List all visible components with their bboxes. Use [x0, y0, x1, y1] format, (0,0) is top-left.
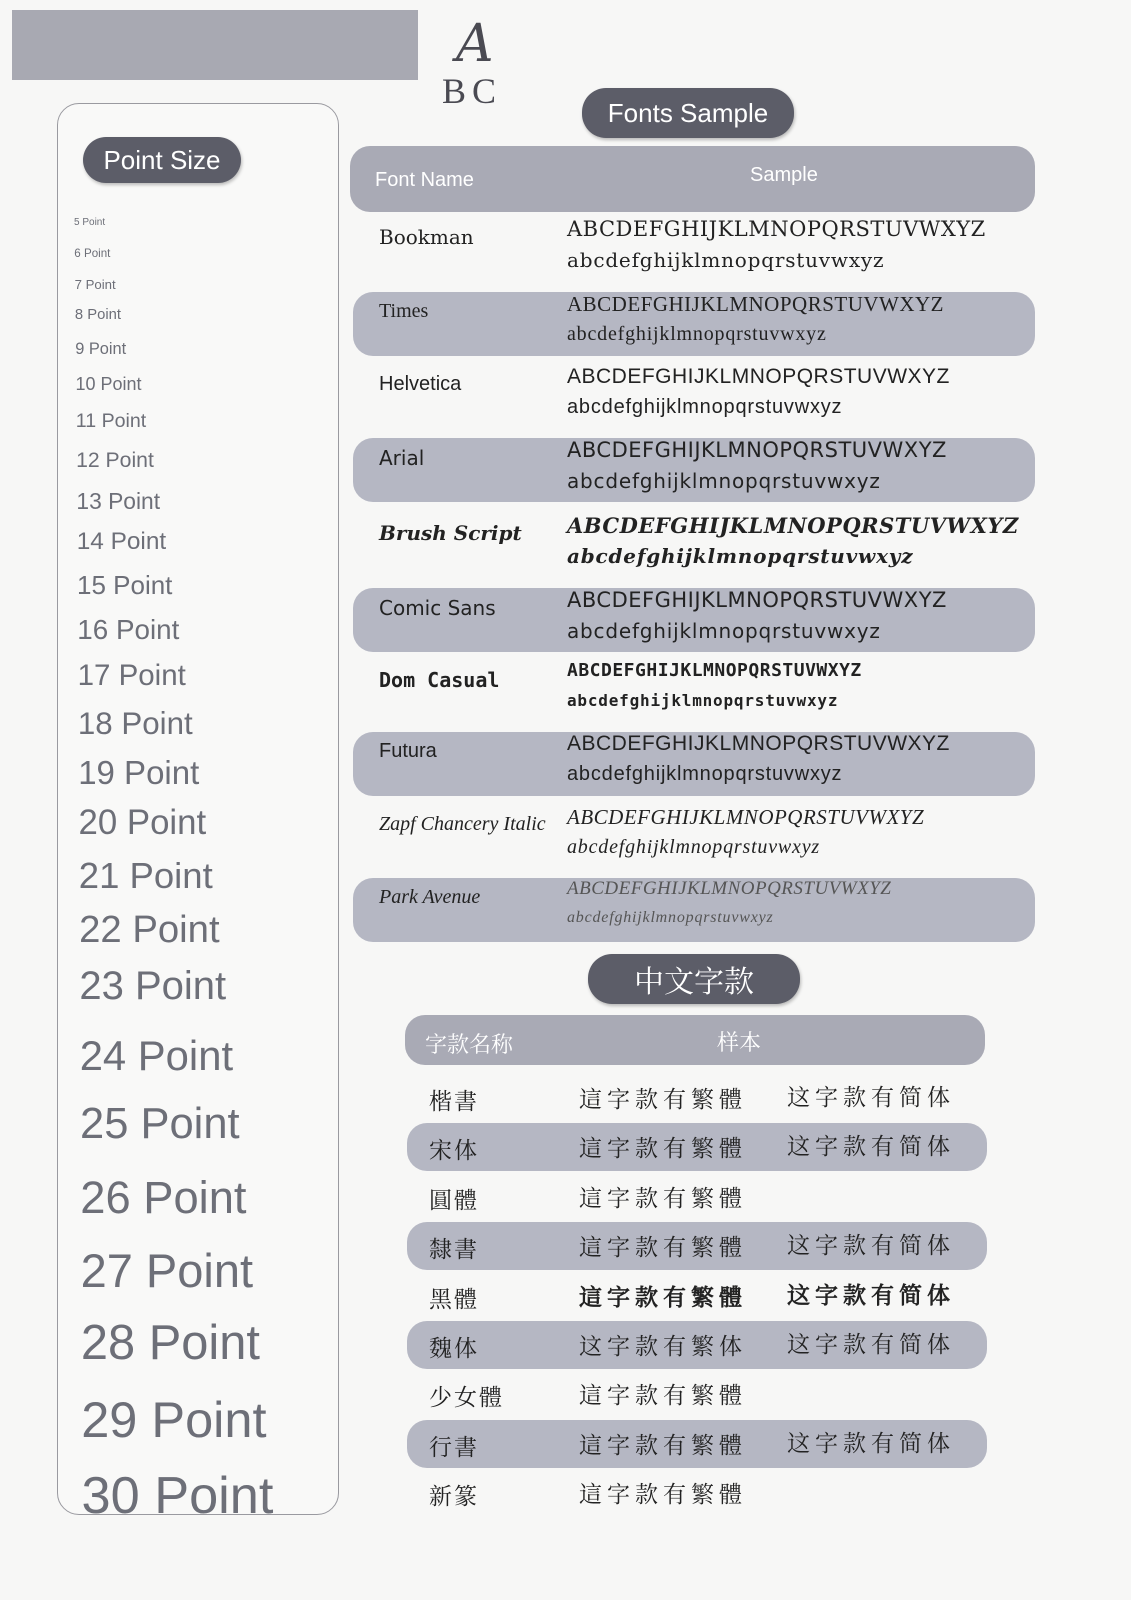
point-size-item: 9 Point [75, 340, 127, 358]
chinese-font-row [407, 1222, 987, 1270]
font-name-column-header: Font Name [375, 169, 474, 191]
chinese-font-name: 行書 [429, 1434, 479, 1460]
chinese-font-row [407, 1272, 987, 1320]
uppercase-sample: ABCDEFGHIJKLMNOPQRSTUVWXYZ [567, 513, 1019, 538]
abc-logo [440, 14, 510, 111]
traditional-sample: 這字款有繁體 [579, 1432, 747, 1458]
chinese-name-column-header: 字款名称 [425, 1032, 514, 1057]
traditional-sample: 这字款有繁体 [579, 1333, 747, 1359]
point-size-item: 20 Point [78, 803, 207, 842]
point-size-item: 28 Point [80, 1316, 260, 1370]
font-row [353, 878, 1035, 942]
font-row [353, 292, 1035, 356]
point-size-item: 8 Point [74, 307, 121, 323]
font-row [353, 805, 1035, 869]
point-size-item: 25 Point [80, 1100, 240, 1148]
point-size-item: 18 Point [77, 706, 193, 741]
uppercase-sample: ABCDEFGHIJKLMNOPQRSTUVWXYZ [567, 292, 945, 316]
chinese-font-name: 圓體 [429, 1187, 479, 1213]
fonts-sample-title: Fonts Sample [582, 88, 794, 138]
uppercase-sample: ABCDEFGHIJKLMNOPQRSTUVWXYZ [567, 588, 947, 612]
lowercase-sample: abcdefghijklmnopqrstuvwxyz [567, 396, 843, 418]
chinese-font-name: 少女體 [429, 1384, 504, 1410]
chinese-font-name: 隸書 [429, 1236, 479, 1262]
chinese-font-name: 楷書 [429, 1088, 479, 1114]
chinese-font-row [407, 1370, 987, 1418]
font-row [353, 365, 1035, 429]
chinese-font-row [407, 1123, 987, 1171]
simplified-sample: 这字款有简体 [787, 1282, 955, 1308]
uppercase-sample: ABCDEFGHIJKLMNOPQRSTUVWXYZ [567, 732, 950, 755]
point-size-item: 29 Point [81, 1391, 267, 1448]
traditional-sample: 這字款有繁體 [579, 1382, 747, 1408]
traditional-sample: 這字款有繁體 [579, 1284, 747, 1310]
lowercase-sample: abcdefghijklmnopqrstuvwxyz [567, 544, 914, 568]
point-size-item: 22 Point [79, 908, 220, 951]
point-size-item: 6 Point [74, 247, 111, 260]
lowercase-sample: abcdefghijklmnopqrstuvwxyz [567, 248, 885, 272]
chinese-table-header [405, 1015, 985, 1065]
chinese-font-row [407, 1420, 987, 1468]
point-size-item: 7 Point [74, 277, 116, 292]
font-name: Dom Casual [379, 668, 500, 692]
simplified-sample: 这字款有简体 [787, 1331, 955, 1357]
point-size-item: 17 Point [77, 659, 186, 692]
traditional-sample: 這字款有繁體 [579, 1135, 747, 1161]
fonts-table-header [350, 146, 1035, 212]
chinese-font-name: 宋体 [429, 1137, 479, 1163]
font-row [353, 660, 1035, 724]
uppercase-sample: ABCDEFGHIJKLMNOPQRSTUVWXYZ [567, 660, 862, 681]
point-size-item: 23 Point [79, 964, 227, 1008]
chinese-font-row [407, 1321, 987, 1369]
simplified-sample: 这字款有简体 [787, 1133, 955, 1159]
point-size-title: Point Size [83, 137, 241, 183]
traditional-sample: 這字款有繁體 [579, 1481, 747, 1507]
font-name: Times [379, 300, 429, 322]
point-size-item: 13 Point [76, 488, 161, 514]
sample-column-header: Sample [750, 164, 818, 186]
font-row [353, 732, 1035, 796]
font-name: Zapf Chancery Italic [379, 813, 546, 835]
font-row [353, 513, 1035, 577]
lowercase-sample: abcdefghijklmnopqrstuvwxyz [567, 909, 774, 926]
uppercase-sample: ABCDEFGHIJKLMNOPQRSTUVWXYZ [567, 438, 947, 462]
logo-big-letter: A [456, 14, 494, 74]
chinese-font-row [407, 1173, 987, 1221]
traditional-sample: 這字款有繁體 [579, 1086, 747, 1112]
traditional-sample: 這字款有繁體 [579, 1185, 747, 1211]
point-size-item: 16 Point [77, 614, 180, 645]
uppercase-sample: ABCDEFGHIJKLMNOPQRSTUVWXYZ [567, 805, 925, 829]
chinese-font-row [407, 1074, 987, 1122]
top-decorative-bar [12, 10, 418, 80]
simplified-sample: 这字款有简体 [787, 1084, 955, 1110]
point-size-item: 21 Point [78, 855, 213, 896]
chinese-font-name: 黑體 [429, 1286, 479, 1312]
lowercase-sample: abcdefghijklmnopqrstuvwxyz [567, 763, 843, 785]
logo-small-letters: BC [442, 71, 503, 111]
point-size-item: 15 Point [77, 570, 173, 600]
chinese-font-name: 新篆 [429, 1483, 479, 1509]
point-size-panel [57, 103, 339, 1525]
lowercase-sample: abcdefghijklmnopqrstuvwxyz [567, 323, 827, 345]
point-size-item: 5 Point [74, 217, 106, 228]
point-size-item: 19 Point [78, 754, 200, 791]
traditional-sample: 這字款有繁體 [579, 1234, 747, 1260]
uppercase-sample: ABCDEFGHIJKLMNOPQRSTUVWXYZ [567, 217, 986, 241]
point-size-item: 10 Point [75, 374, 142, 394]
font-name: Arial [379, 446, 425, 470]
chinese-fonts-title: 中文字款 [588, 954, 800, 1004]
chinese-font-row [407, 1469, 987, 1517]
font-row [353, 438, 1035, 502]
font-name: Brush Script [379, 521, 522, 545]
chinese-sample-column-header: 样本 [717, 1030, 762, 1055]
chinese-font-name: 魏体 [429, 1335, 479, 1361]
lowercase-sample: abcdefghijklmnopqrstuvwxyz [567, 619, 881, 643]
font-row [353, 217, 1035, 281]
font-name: Comic Sans [379, 596, 496, 620]
point-size-item: 27 Point [80, 1244, 254, 1297]
lowercase-sample: abcdefghijklmnopqrstuvwxyz [567, 469, 881, 493]
font-name: Futura [379, 740, 437, 762]
lowercase-sample: abcdefghijklmnopqrstuvwxyz [567, 691, 839, 710]
point-size-item: 11 Point [75, 410, 147, 432]
point-size-item: 12 Point [76, 449, 154, 472]
lowercase-sample: abcdefghijklmnopqrstuvwxyz [567, 836, 820, 858]
uppercase-sample: ABCDEFGHIJKLMNOPQRSTUVWXYZ [567, 878, 892, 899]
uppercase-sample: ABCDEFGHIJKLMNOPQRSTUVWXYZ [567, 365, 950, 388]
font-row [353, 588, 1035, 652]
point-size-item: 30 Point [81, 1467, 274, 1525]
font-name: Park Avenue [379, 886, 481, 908]
point-size-item: 26 Point [80, 1172, 247, 1223]
font-name: Bookman [379, 225, 474, 249]
point-size-item: 24 Point [79, 1032, 234, 1079]
point-size-item: 14 Point [76, 528, 167, 555]
font-name: Helvetica [379, 373, 462, 395]
simplified-sample: 这字款有简体 [787, 1232, 955, 1258]
simplified-sample: 这字款有简体 [787, 1430, 955, 1456]
